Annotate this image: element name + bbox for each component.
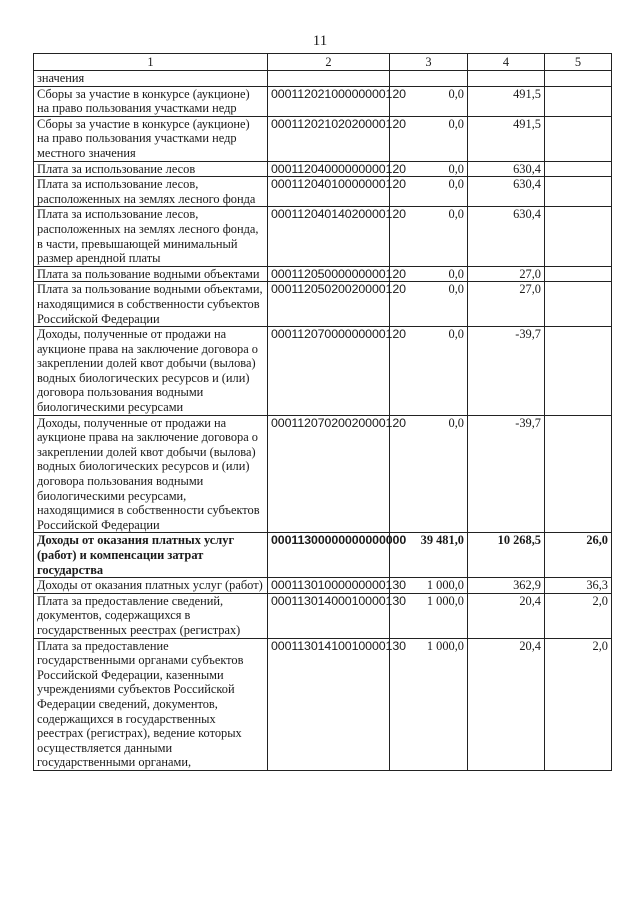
row-actual-cell: -39,7 <box>468 327 545 416</box>
table-row <box>34 282 612 327</box>
table-row <box>34 71 612 87</box>
row-code-cell: 00011207020020000120 <box>268 415 390 533</box>
row-actual-cell: 27,0 <box>468 266 545 282</box>
row-code-cell: 00011202102020000120 <box>268 116 390 161</box>
row-plan-cell: 0,0 <box>390 327 468 416</box>
row-plan-cell <box>390 71 468 87</box>
row-percent-cell <box>545 177 612 207</box>
column-header-1: 1 <box>34 54 268 71</box>
column-header-5: 5 <box>545 54 612 71</box>
table-row <box>34 533 612 578</box>
row-actual-cell: 491,5 <box>468 116 545 161</box>
revenue-table <box>33 53 612 771</box>
row-code-cell: 00011204000000000120 <box>268 161 390 177</box>
row-actual-cell: 630,4 <box>468 161 545 177</box>
row-actual-cell: 20,4 <box>468 638 545 770</box>
row-percent-cell: 2,0 <box>545 638 612 770</box>
row-percent-cell <box>545 266 612 282</box>
row-actual-cell: 20,4 <box>468 593 545 638</box>
row-actual-cell: 491,5 <box>468 86 545 116</box>
row-actual-cell: 630,4 <box>468 207 545 266</box>
table-row <box>34 327 612 416</box>
table-row <box>34 86 612 116</box>
row-plan-cell: 0,0 <box>390 86 468 116</box>
row-percent-cell: 2,0 <box>545 593 612 638</box>
row-percent-cell: 26,0 <box>545 533 612 578</box>
row-code-cell: 00011207000000000120 <box>268 327 390 416</box>
table-row <box>34 177 612 207</box>
row-actual-cell: -39,7 <box>468 415 545 533</box>
row-code-cell: 00011202100000000120 <box>268 86 390 116</box>
row-name-cell: значения <box>34 71 268 87</box>
table-row <box>34 116 612 161</box>
row-name-cell: Плата за предоставление сведений, документов, содержащихся в государственных реестрах (регистрах) <box>34 593 268 638</box>
row-plan-cell: 0,0 <box>390 415 468 533</box>
row-plan-cell: 1 000,0 <box>390 578 468 594</box>
row-name-cell: Сборы за участие в конкурсе (аукционе) на право пользования участками недр местного значения <box>34 116 268 161</box>
row-actual-cell: 630,4 <box>468 177 545 207</box>
row-code-cell <box>268 71 390 87</box>
column-header-2: 2 <box>268 54 390 71</box>
row-code-cell: 00011204014020000120 <box>268 207 390 266</box>
column-header-4: 4 <box>468 54 545 71</box>
row-actual-cell <box>468 71 545 87</box>
row-plan-cell: 0,0 <box>390 282 468 327</box>
table-row <box>34 207 612 266</box>
row-code-cell: 00011301410010000130 <box>268 638 390 770</box>
row-percent-cell <box>545 415 612 533</box>
row-plan-cell: 0,0 <box>390 161 468 177</box>
row-name-cell: Плата за использование лесов, расположенных на землях лесного фонда <box>34 177 268 207</box>
row-name-cell: Доходы от оказания платных услуг (работ) и компенсации затрат государства <box>34 533 268 578</box>
table-header-row <box>34 54 612 71</box>
row-plan-cell: 1 000,0 <box>390 638 468 770</box>
table-row <box>34 578 612 594</box>
table-row <box>34 266 612 282</box>
row-name-cell: Плата за пользование водными объектами, находящимися в собственности субъектов Российской Федерации <box>34 282 268 327</box>
row-plan-cell: 0,0 <box>390 207 468 266</box>
row-plan-cell: 1 000,0 <box>390 593 468 638</box>
row-name-cell: Плата за использование лесов, расположенных на землях лесного фонда, в части, превышающей минимальный размер арендной платы <box>34 207 268 266</box>
table-row <box>34 638 612 770</box>
row-percent-cell <box>545 161 612 177</box>
row-name-cell: Плата за использование лесов <box>34 161 268 177</box>
row-percent-cell <box>545 207 612 266</box>
column-header-3: 3 <box>390 54 468 71</box>
row-code-cell: 00011205020020000120 <box>268 282 390 327</box>
row-actual-cell: 362,9 <box>468 578 545 594</box>
row-actual-cell: 10 268,5 <box>468 533 545 578</box>
row-name-cell: Доходы, полученные от продажи на аукционе права на заключение договора о закреплении долей квот добычи (вылова) водных биологических ресурсов и (или) договора пользования водными биологическими ресурсами, находящимися в собственности субъектов Российской Федерации <box>34 415 268 533</box>
row-name-cell: Плата за предоставление государственными органами субъектов Российской Федерации, казенными учреждениями субъектов Российской Федерации сведений, документов, содержащихся в государственных реестрах (регистрах), ведение которых осуществляется данными государственными органами, <box>34 638 268 770</box>
row-plan-cell: 39 481,0 <box>390 533 468 578</box>
row-actual-cell: 27,0 <box>468 282 545 327</box>
row-plan-cell: 0,0 <box>390 116 468 161</box>
row-percent-cell <box>545 86 612 116</box>
row-plan-cell: 0,0 <box>390 177 468 207</box>
row-name-cell: Доходы от оказания платных услуг (работ) <box>34 578 268 594</box>
row-code-cell: 00011204010000000120 <box>268 177 390 207</box>
row-percent-cell <box>545 116 612 161</box>
table-row <box>34 161 612 177</box>
row-plan-cell: 0,0 <box>390 266 468 282</box>
row-percent-cell: 36,3 <box>545 578 612 594</box>
row-name-cell: Сборы за участие в конкурсе (аукционе) на право пользования участками недр <box>34 86 268 116</box>
page-number: 11 <box>312 33 328 49</box>
row-code-cell: 00011301400010000130 <box>268 593 390 638</box>
row-code-cell: 00011300000000000000 <box>268 533 390 578</box>
row-name-cell: Плата за пользование водными объектами <box>34 266 268 282</box>
row-percent-cell <box>545 71 612 87</box>
row-name-cell: Доходы, полученные от продажи на аукционе права на заключение договора о закреплении долей квот добычи (вылова) водных биологических ресурсов и (или) договора пользования водными биологическими ресурсами <box>34 327 268 416</box>
row-code-cell: 00011301000000000130 <box>268 578 390 594</box>
row-percent-cell <box>545 327 612 416</box>
row-percent-cell <box>545 282 612 327</box>
table-row <box>34 415 612 533</box>
row-code-cell: 00011205000000000120 <box>268 266 390 282</box>
table-row <box>34 593 612 638</box>
